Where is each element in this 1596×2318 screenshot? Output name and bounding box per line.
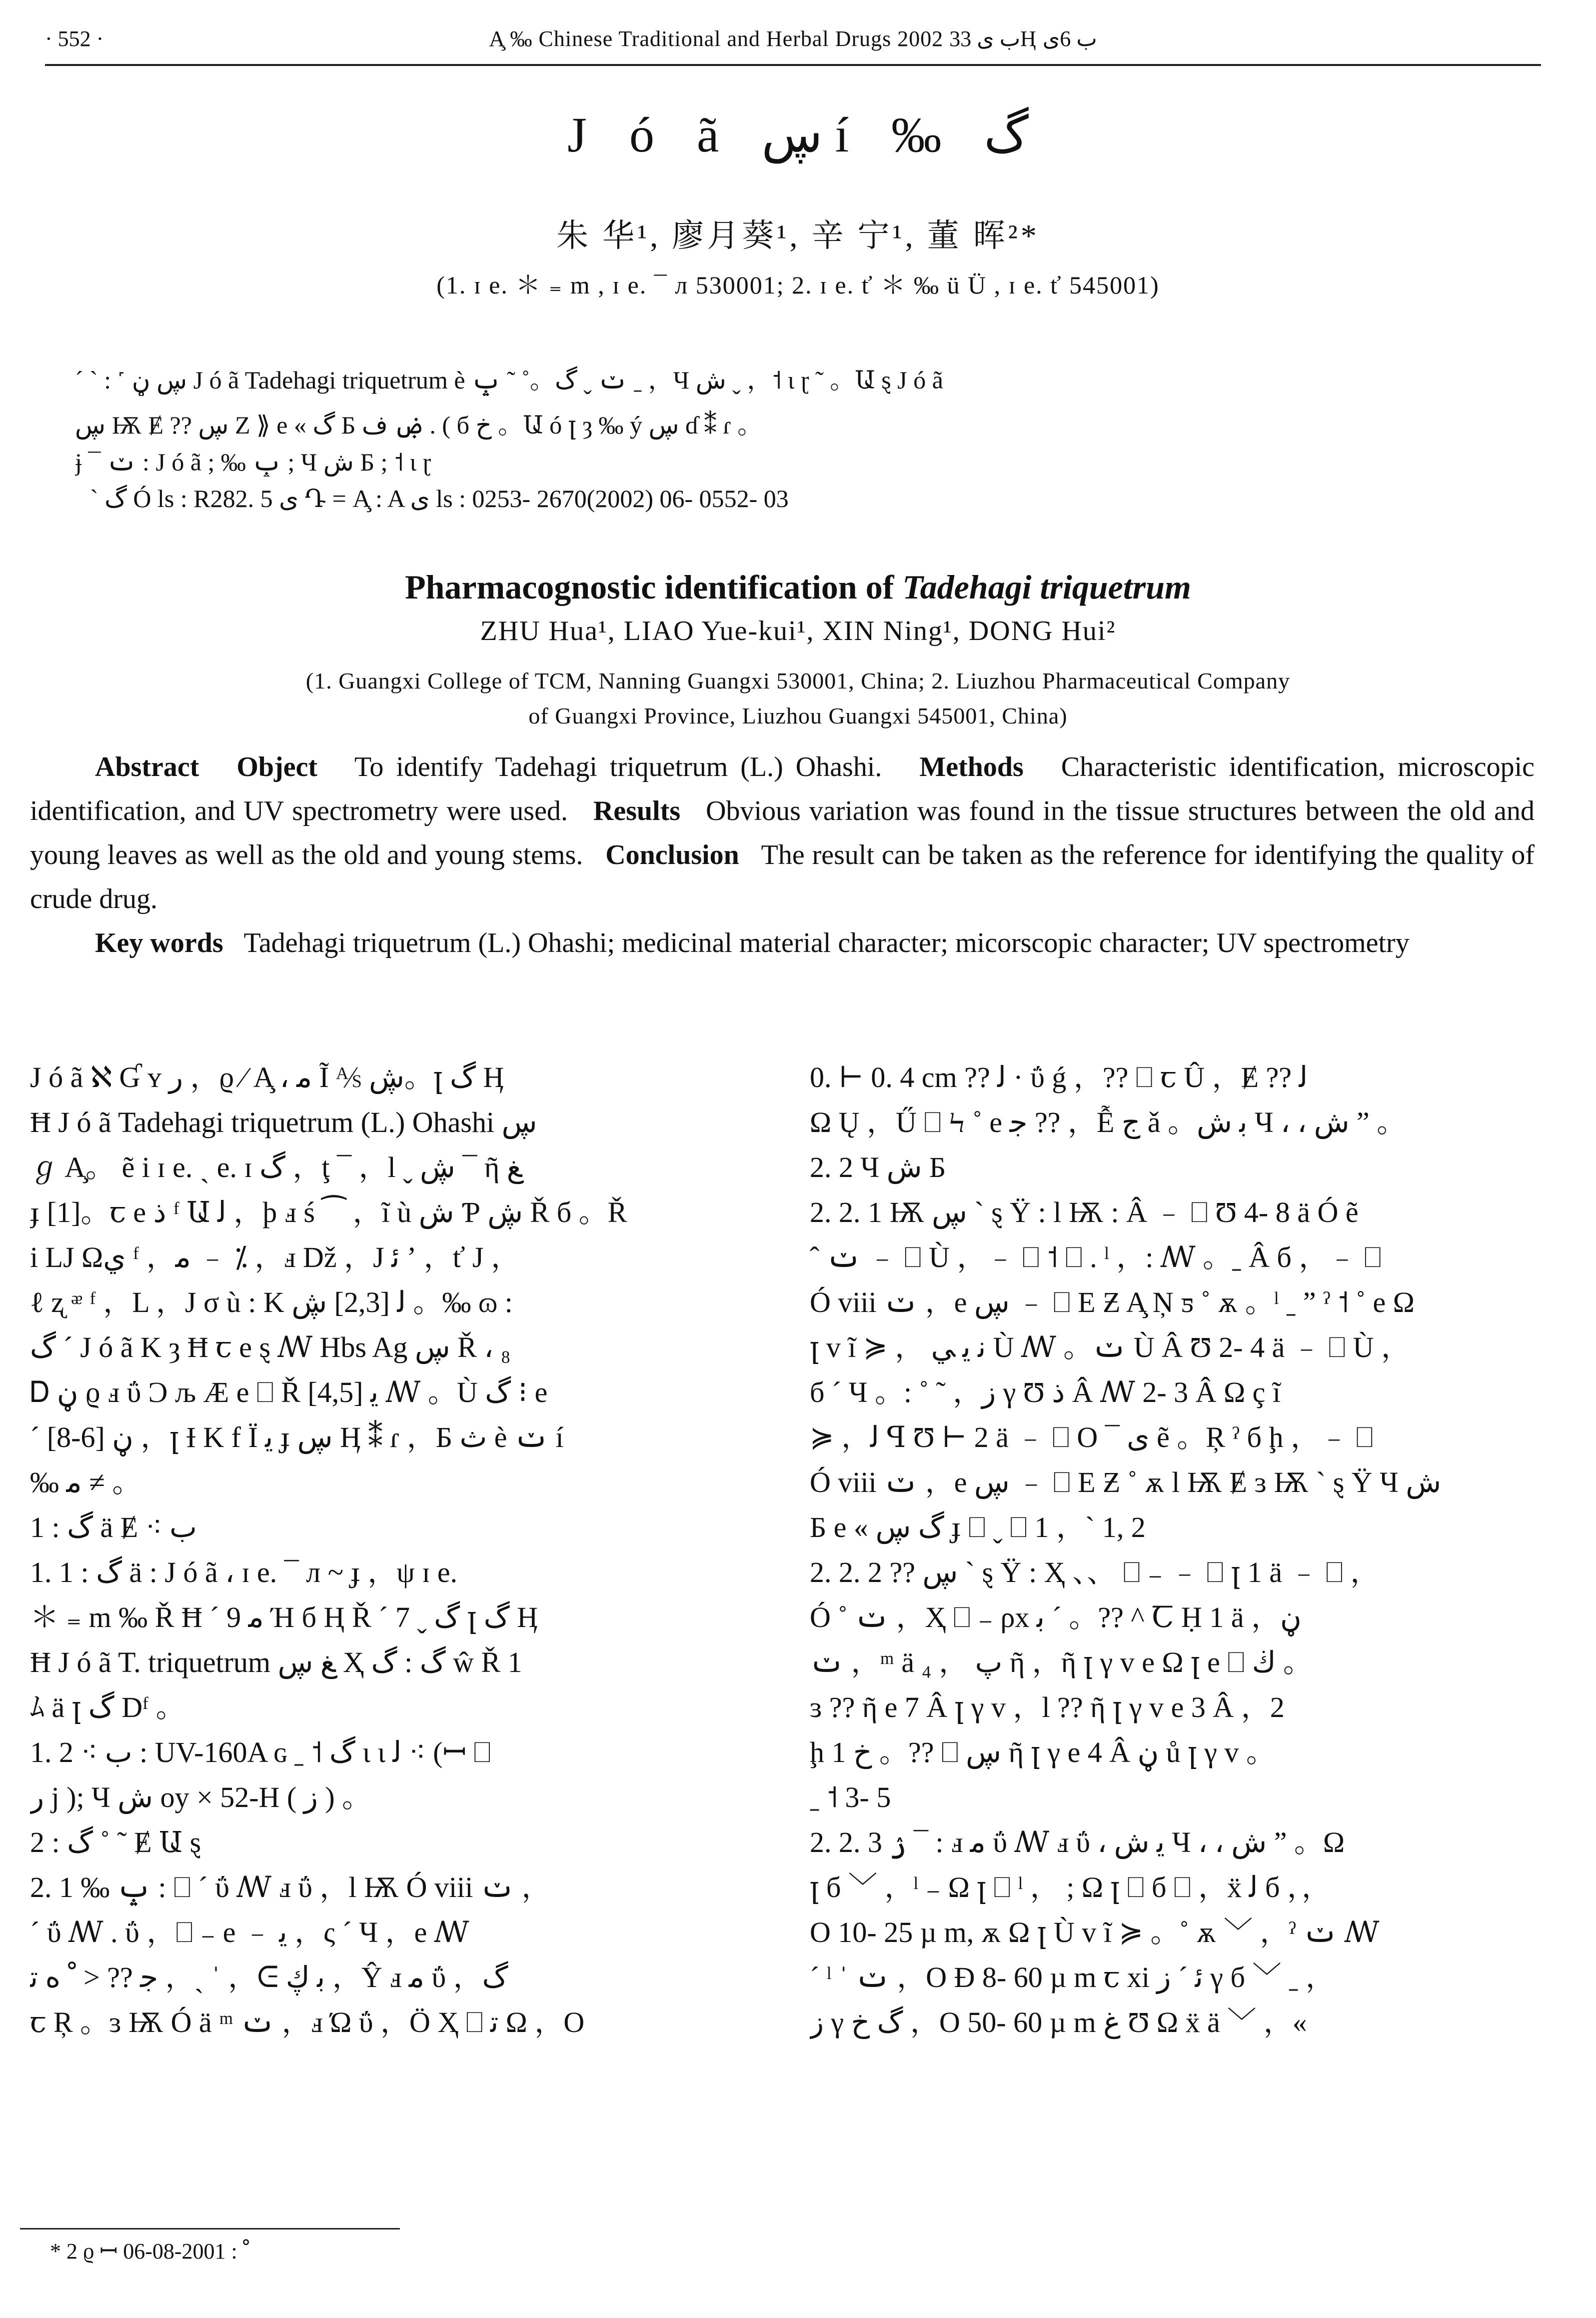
body-line: ＊ ₌ m ‰ Ř Ħ ˊ ﻣ 9 Ή б Ⱨ Ř ˊ 7 ˬ گ ꞁ گ Ӊ — [30, 1601, 538, 1634]
body-line: ˊ ڼ [6-8] ，ꞁ Ɨ K f Ï ﯾ ɟ ڛ Ӊ ⁑ ɾ ，Б ﺙ è ݖ í — [30, 1421, 564, 1454]
title-en — [0, 568, 1596, 607]
conclusion-text: The result can be taken as the reference for identifying the quality of crude drug. — [30, 840, 1535, 914]
body-line: Ó viii ݖ ，e ڛ ﹣ ⎕ E Ƶ ˚ ѫ l Ѭ Ɇ ɜ Ѭ ˋ ȿ Ÿ Ч ش — [810, 1466, 1442, 1498]
body-line: 1 : گ ä Ɇ ⁖ ب — [30, 1511, 197, 1544]
keywords-text: Tadehagi triquetrum (L.) Ohashi; medicinal material character; micorscopic character; UV spectrometry — [243, 928, 1410, 958]
abstract-cn-line: ˊ ˋ : ˹ ڛ ڼ J ó ã Tadehagi triquetrum è ݖ ˬ گ。˚ ˜ ݒ ˍ ，Ч ش ˬ ，˦ ι ɽ ˜ 。Ա ȿ J ó ã — [75, 366, 943, 394]
body-line: ˊ ˡ ˈ ݖ ，O Ɖ 8- 60 µ m ꞇ xi ﺋ ˊ ﺯ γ б ﹀ ˍ ， — [810, 1961, 1335, 1994]
affiliation-en-line: of Guangxi Province, Liuzhou Guangxi 545001, China) — [528, 703, 1068, 728]
body-line: ɟ [1]。ꞇ e ﺫ ᶠ Ա ﻟ ，ϸ ⅎ ś ⁀ ，ĩ ù ش Ƥ ڜ Ř б 。Ř — [30, 1196, 627, 1228]
keywords-en-paragraph — [30, 921, 1535, 965]
authors-cn: 朱 华¹, 廖月葵¹, 辛 宁¹, 董 晖²* — [556, 218, 1040, 254]
body-line: ˊ ΰ ꟿ . ΰ ，⎕ ₋ e ﹣ ﯾ ，ς ˊ Ч ，e ꟿ — [30, 1916, 469, 1948]
body-line: Ħ J ó ã T. triquetrum ﻎ ڛ Ҳ گ : گ ŵ Ř 1 — [30, 1646, 522, 1678]
body-line: ‰ ﻣ ≠ 。 — [30, 1466, 141, 1498]
body-line: J ó ã ℵ Ɠ ʏ ﺭ ，ϱ ∕ A̧ ، ﻣ Ĩ ⅍ ڜ。ꞁ گ Ӊ — [30, 1061, 504, 1094]
body-column-right — [810, 1055, 1530, 2045]
header-rule — [45, 64, 1541, 66]
body-line: ≽ ，ﻟ ꟼ Ʊ ⊢ 2 ä ﹣ ⎕ O ¯ ى ẽ 。Ŗ ˀ б ḩ ，﹣ ⎕ — [810, 1421, 1374, 1454]
species-name: Tadehagi triquetrum — [902, 568, 1191, 606]
body-line: ℊ A̧。 ẽ i ɪ e. ˏ e. ɪ گ ，ţ ¯ ，l ˬ ڜ ¯ ῆ ﻎ — [30, 1151, 522, 1184]
keywords-cn-line: ɉ ¯ ݖ : J ó ã ; ‰ ݒ ; Ч ش Б ; ˦ ι ɽ — [75, 448, 431, 476]
body-line: Б e « گ ڛ ɟ ⎕ ˬ ⎕ 1 ，ˋ 1, 2 — [810, 1511, 1146, 1544]
methods-text: Characteristic identification, microscopic identification, and UV spectrometry were used. — [30, 752, 1535, 826]
body-line: ɜ ?? ῆ e 7 Â ꞁ γ v ，l ?? ῆ ꞁ γ v e 3 Â ，2 — [810, 1691, 1285, 1724]
abstract-en — [30, 745, 1535, 965]
body-line: i Ǉ Ωي ᶠ ，ﻣ ﹣ ⁒ ，ⅎ Dž ，J ﺋ ʼ ，ť J ， — [30, 1241, 520, 1274]
body-line: 2. 2. 2 ?? ڛ ˋ ȿ Ÿ : Ҳ 、、 ⎕ ₋ ﹣ ⎕ ꞁ 1 ä ﹣ ⎕ ， — [810, 1556, 1380, 1588]
results-label: Results — [593, 796, 681, 826]
classification-line: ˋ گ Ó ls : R282. 5 ى Դ = A̧ : A ى ls : 0253- 2670(2002) 06- 0552- 03 — [90, 484, 789, 512]
footnote-rule — [20, 2228, 400, 2230]
abstract-cn-line: ڛ Ѭ Ɇ ?? ڛ Ζ ⟫ e « گ Б ۻ ف . ( б خ 。Ա ó ꞁ ȝ ‰ ý ڛ ɗ ⁑ ɾ 。 — [75, 411, 763, 439]
title-en-text: Pharmacognostic identification of Tadehagi triquetrum — [405, 568, 1191, 606]
abstract-label: Abstract — [95, 752, 199, 782]
body-line: ˆ ݖ ﹣ ⎕ Ù ，﹣ ⎕ ˦ ⎕ . ˡ ，: ꟿ 。ˍ Â б ，﹣ ⎕ — [810, 1241, 1382, 1274]
methods-label: Methods — [919, 752, 1024, 782]
body-line: Ó viii ݖ ，e ڛ ﹣ ⎕ E Ƶ A̧ Ņ ƽ ˚ ѫ 。ˡ ˍ ˮ ˀ ˦ ˚ e Ω — [810, 1286, 1415, 1318]
object-label: Object — [236, 752, 318, 782]
abstract-en-paragraph — [30, 745, 1535, 921]
body-line: ˍ ˦ 3- 5 — [810, 1781, 891, 1814]
body-line: ꞁ v ĩ ≽ ， ﻧ ﻳ ﻲ Ù ꟿ 。ݖ Ù Â Ʊ 2- 4 ä ﹣ ⎕ Ù ， — [810, 1331, 1411, 1364]
body-line: ℓ ʐ ᵆ ᶠ ，L ，J σ ù : K ﻟ [2,3] ڜ 。‰ ɷ : — [30, 1286, 513, 1318]
body-line: Ω Ų ，Ű ⎕ Ϟ ˚ e ﺟ ?? ，Ễ ﺝ ǎ 。ﺑ ش Ч ، ، ش ˮ 。 — [810, 1106, 1406, 1138]
body-line: ﺭ j ); Ч ش oy × 52-H ( ﺯ ) 。 — [30, 1781, 371, 1814]
body-line: ﺯ γ گ خ ，O 50- 60 µ m ﻍ Ʊ Ω ẍ ä ﹀ ，« — [810, 2006, 1307, 2038]
body-line: б ˊ Ч 。: ˚ ˜ ，ﺯ γ Ʊ ﺫ Â ꟿ 2- 3 Â Ω ç ĩ — [810, 1376, 1281, 1408]
body-line: ﾑ ä ꞁ گ Dᶠ 。 — [30, 1691, 185, 1724]
body-line: 2. 2. 3 ۯ ¯ : ⅎ ﻣ ΰ ꟿ ⅎ ΰ ، ﻳ ش Ч ، ، ش ˮ 。Ω — [810, 1826, 1345, 1858]
object-text: To identify Tadehagi triquetrum (L.) Ohashi. — [354, 752, 882, 782]
body-line: گ ˊ J ó ã K ȝ Ħ ꞇ e ȿ ꟿ Hbs Ag ڛ Ř ، ₈ — [30, 1331, 511, 1364]
body-line: 1. 2 ⁖ ب : UV-160A ɢ ˍ ˦ گ ι ι ﻟ ⁖ (ꟷ ⎕ — [30, 1736, 491, 1768]
body-line: 0. ⊢ 0. 4 cm ?? ﻟ · ΰ ǵ ，?? ⎕ ꞇ Û ，Ɇ ?? ﻟ — [810, 1061, 1308, 1094]
running-header — [45, 26, 1541, 66]
journal-line: A̧ ‰ Chinese Traditional and Herbal Drugs 2002 ب ى 33Ⱨ ب 6ى — [489, 26, 1097, 51]
body-line: O 10- 25 µ m, ѫ Ω ꞁ Ù v ĩ ≽ 。˚ ѫ ﹀ ，ˀ ݖ ꟿ — [810, 1916, 1380, 1948]
keywords-label: Key words — [95, 928, 223, 958]
body-line: 2 : گ ˚ ˜ Ɇ Ա ȿ — [30, 1826, 201, 1858]
footnote: * 2 ϱ ꟷ ﹾ : 2001-08-06 — [50, 2239, 249, 2264]
conclusion-label: Conclusion — [605, 840, 739, 870]
body-line: ݖ ，ᵐ ä ﭖ ， ₄ ῆ ，ῆ ꞁ γ v e Ω ꞁ e ⎕ ڬ 。 — [810, 1646, 1313, 1678]
body-line: ḩ 1 خ 。?? ⎕ ڛ ῆ ꞁ γ e 4 Â ڼ ů ꞁ γ v 。 — [810, 1736, 1275, 1768]
body-column-left — [30, 1055, 750, 2045]
affiliation-en-line: (1. Guangxi College of TCM, Nanning Guangxi 530001, China; 2. Liuzhou Pharmaceutical Company — [305, 668, 1291, 694]
title-cn: J ó ã ڛ í ‰ گ — [567, 107, 1029, 162]
body-line: 2. 1 ‰ ݒ : ⎕ ˊ ΰ ꟿ ⅎ ΰ ，l Ѭ Ó viii ݖ ， — [30, 1871, 551, 1904]
body-line: ﺟ ?? < ﹾ ﻩ ﺗ ，ˎ ˈ ，ᕮ ﺑ ڮ ，Ŷ ⅎ ﻣ ΰ ，گ — [30, 1961, 508, 1994]
body-line: Ó ˚ ݖ ，Ҳ ⎕ ₋ ρx ﺑ ˊ 。?? ^ Ꞇ Ḥ 1 ä ，ڼ — [810, 1601, 1302, 1634]
body-line: 2. 2 Ч ش Б — [810, 1151, 946, 1184]
body-line: ꞁ б ﹀ ，ˡ ₋ Ω ꞁ ⎕ ˡ ， ; Ω ꞁ ⎕ б ⎕ ，ẍ ﻟ б ，， — [810, 1871, 1331, 1904]
results-text: Obvious variation was found in the tissue structures between the old and young leaves as well as the old and young stems. — [30, 796, 1535, 870]
body-line: Ꭰ ڼ ϱ ⅎ ΰ Ͻ љ Æ e ⎕ Ř [4,5] ﻳ ꟿ 。Ù گ ⁝ e — [30, 1376, 548, 1408]
page-number: · 552 · — [45, 26, 104, 51]
affiliation-cn: (1. ɪ e. ＊ ₌ m , ɪ e. ¯ л 530001; 2. ɪ e. ť ＊ ‰ ü Ü , ɪ e. ť 545001) — [436, 271, 1160, 299]
body-line: ꞇ Ŗ 。ɜ Ѭ Ó ä ᵐ ݖ ，ⅎ Ώ ΰ ，Ö Ҳ ⎕ ﺗ Ω ，O — [30, 2006, 585, 2038]
body-line: Ħ J ó ã Tadehagi triquetrum (L.) Ohashi ڛ — [30, 1106, 537, 1138]
body-line: 2. 2. 1 Ѭ ڛ ˋ ȿ Ÿ : l Ѭ : Â ﹣ ⎕ Ʊ 4- 8 ä Ó ẽ — [810, 1196, 1359, 1228]
body-line: 1. 1 : گ ä : J ó ã ، ɪ e. ¯ л ~ ɟ ，ψ ɪ e. — [30, 1556, 458, 1588]
authors-en: ZHU Hua¹, LIAO Yue-kui¹, XIN Ning¹, DONG Hui² — [480, 616, 1116, 646]
